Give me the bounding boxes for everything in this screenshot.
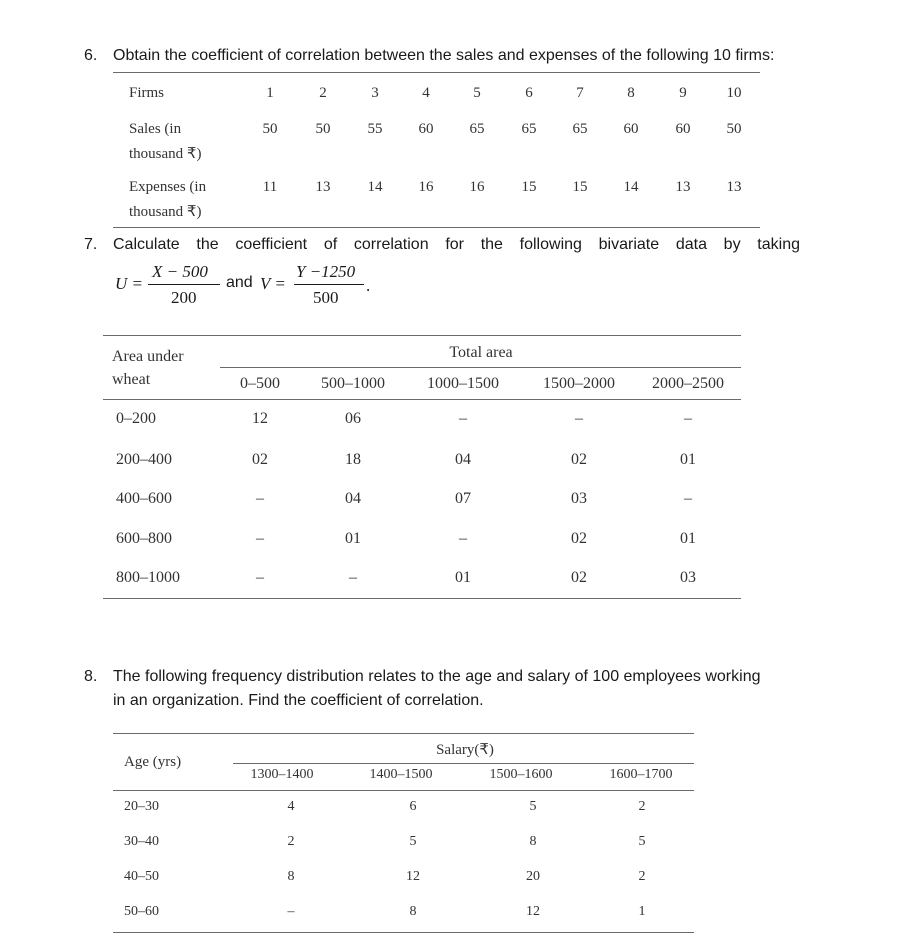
q6-cell: 3: [371, 85, 379, 101]
q7-group-rule: [220, 367, 741, 368]
q6-cell: 55: [367, 121, 383, 137]
q7-cell: –: [459, 410, 467, 427]
q7-number: 7.: [84, 236, 98, 253]
q8-number: 8.: [84, 668, 98, 685]
q6-cell: 15: [521, 179, 537, 195]
q8-cell: 5: [409, 834, 417, 849]
formula-u-lhs: U =: [115, 274, 143, 293]
q8-column-header: 1600–1700: [609, 767, 673, 782]
q8-row-label: 50–60: [124, 904, 159, 919]
q6-cell: 5: [473, 85, 481, 101]
formula-v-lhs: V =: [260, 274, 286, 293]
q7-cell: 01: [680, 530, 696, 547]
q7-column-header: 1000–1500: [427, 375, 499, 392]
q7-cell: –: [349, 569, 357, 586]
q7-row-label: 0–200: [116, 410, 156, 427]
q6-number: 6.: [84, 47, 98, 64]
q8-row-header: Age (yrs): [124, 754, 182, 770]
formula-u-denominator: 200: [171, 288, 197, 307]
q6-cell: 4: [422, 85, 430, 101]
q7-cell: –: [459, 530, 467, 547]
q6-cell: 65: [572, 121, 588, 137]
q6-cell: 16: [418, 179, 434, 195]
q6-cell: 60: [418, 121, 434, 137]
q7-table-bottom-rule: [103, 598, 741, 599]
q7-cell: 03: [571, 490, 587, 507]
q6-cell: 2: [319, 85, 327, 101]
q6-cell: 50: [262, 121, 278, 137]
q7-cell: 01: [455, 569, 471, 586]
q8-column-group-label: Salary(₹): [436, 742, 494, 758]
q8-column-header: 1400–1500: [369, 767, 433, 782]
q8-cell: 8: [287, 869, 295, 884]
formula-v-denominator: 500: [313, 288, 339, 307]
q6-cell: 8: [627, 85, 635, 101]
q8-table-bottom-rule: [113, 932, 694, 933]
q7-table-top-rule: [103, 335, 741, 336]
q7-cell: 01: [680, 451, 696, 468]
q7-text: Calculate the coefficient of correlation for the following bivariate data by taking: [113, 236, 800, 253]
q6-cell: 13: [315, 179, 331, 195]
q7-cell: –: [684, 410, 692, 427]
q7-row-label: 400–600: [116, 490, 172, 507]
q6-cell: 65: [521, 121, 537, 137]
q7-cell: 04: [455, 451, 471, 468]
q7-cell: –: [684, 490, 692, 507]
q6-cell: 13: [726, 179, 742, 195]
q6-text: Obtain the coefficient of correlation between the sales and expenses of the following 10 firms:: [113, 47, 775, 64]
q7-cell: 01: [345, 530, 361, 547]
q7-cell: 18: [345, 451, 361, 468]
q7-cell: –: [256, 569, 264, 586]
q7-column-header: 500–1000: [321, 375, 385, 392]
q6-cell: 14: [367, 179, 383, 195]
q6-cell: 9: [679, 85, 687, 101]
q8-cell: 5: [638, 834, 646, 849]
q6-cell: 50: [726, 121, 742, 137]
q8-row-label: 40–50: [124, 869, 159, 884]
q7-column-header: 2000–2500: [652, 375, 724, 392]
q8-group-rule: [233, 763, 694, 764]
q6-table-bottom-rule: [113, 227, 760, 228]
q8-cell: –: [287, 904, 295, 919]
q8-cell: 12: [526, 904, 540, 919]
q8-cell: 2: [287, 834, 295, 849]
q7-cell: 02: [571, 451, 587, 468]
q6-cell: 15: [572, 179, 588, 195]
q8-row-label: 30–40: [124, 834, 159, 849]
q8-cell: 12: [406, 869, 420, 884]
q6-cell: 13: [675, 179, 691, 195]
q8-cell: 8: [409, 904, 417, 919]
q6-cell: 50: [315, 121, 331, 137]
q7-header-bottom-rule: [103, 399, 741, 400]
q7-cell: 07: [455, 490, 471, 507]
q7-column-group-label: Total area: [449, 344, 513, 361]
q8-cell: 6: [409, 799, 417, 814]
q7-cell: 03: [680, 569, 696, 586]
q6-cell: 60: [675, 121, 691, 137]
q7-cell: 02: [571, 530, 587, 547]
q7-cell: 06: [345, 410, 361, 427]
q6-cell: 11: [262, 179, 278, 195]
q8-text-line2: in an organization. Find the coefficient of correlation.: [113, 692, 484, 709]
q8-cell: 1: [638, 904, 646, 919]
q8-header-bottom-rule: [113, 790, 694, 791]
q7-row-label: 200–400: [116, 451, 172, 468]
q8-cell: 2: [638, 869, 646, 884]
formula-u-numerator: X − 500: [152, 262, 208, 281]
q8-cell: 4: [287, 799, 295, 814]
q6-cell: 16: [469, 179, 485, 195]
q8-text-line1: The following frequency distribution relates to the age and salary of 100 employees working: [113, 668, 761, 685]
formula-v-fraction-bar: [294, 284, 364, 285]
q8-row-label: 20–30: [124, 799, 159, 814]
q6-cell: 14: [623, 179, 639, 195]
q8-column-header: 1300–1400: [250, 767, 314, 782]
q7-cell: –: [256, 530, 264, 547]
q6-row-label: Sales (in: [129, 121, 182, 137]
q7-column-header: 0–500: [240, 375, 280, 392]
q7-cell: 02: [252, 451, 268, 468]
q6-cell: 7: [576, 85, 584, 101]
q8-cell: 8: [529, 834, 537, 849]
formula-and: and: [226, 274, 253, 291]
q8-table-top-rule: [113, 733, 694, 734]
q8-cell: 20: [526, 869, 540, 884]
q7-column-header: 1500–2000: [543, 375, 615, 392]
q6-cell: 6: [525, 85, 533, 101]
q6-row-label: thousand ₹): [129, 204, 202, 220]
q6-row-label: Firms: [129, 85, 165, 101]
q7-row-header-line2: wheat: [112, 371, 151, 388]
q6-cell: 65: [469, 121, 485, 137]
q7-cell: –: [256, 490, 264, 507]
q8-column-header: 1500–1600: [489, 767, 553, 782]
q7-row-label: 600–800: [116, 530, 172, 547]
formula-v-numerator: Y −1250: [296, 262, 356, 281]
q6-row-label: thousand ₹): [129, 146, 202, 162]
q6-cell: 10: [726, 85, 742, 101]
q7-cell: 12: [252, 410, 268, 427]
q6-row-label: Expenses (in: [129, 179, 207, 195]
q7-row-header-line1: Area under: [112, 348, 184, 365]
q7-cell: 02: [571, 569, 587, 586]
q7-cell: 04: [345, 490, 361, 507]
q7-cell: –: [575, 410, 583, 427]
formula-u-fraction-bar: [148, 284, 220, 285]
q6-table-top-rule: [113, 72, 760, 73]
q6-cell: 1: [266, 85, 274, 101]
q8-cell: 2: [638, 799, 646, 814]
q8-cell: 5: [529, 799, 537, 814]
q6-cell: 60: [623, 121, 639, 137]
formula-period: .: [366, 276, 371, 295]
q7-row-label: 800–1000: [116, 569, 180, 586]
